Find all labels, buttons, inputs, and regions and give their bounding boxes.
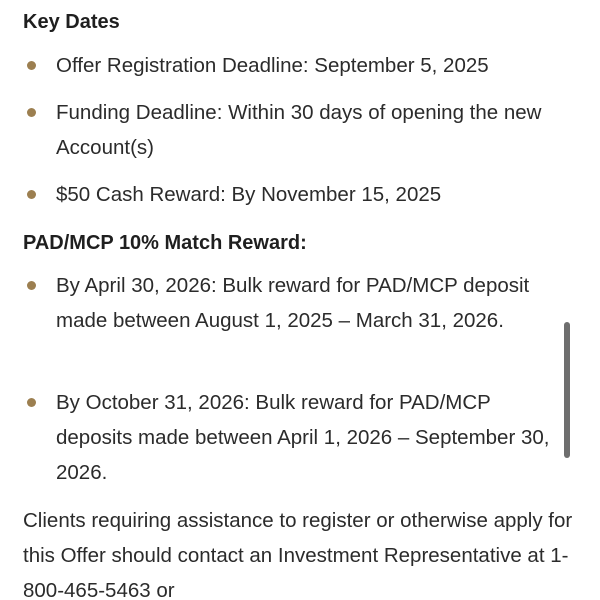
bullet-icon bbox=[27, 281, 36, 290]
bullet-icon bbox=[27, 398, 36, 407]
key-dates-heading: Key Dates bbox=[23, 11, 120, 33]
bullet-icon bbox=[27, 108, 36, 117]
scrollbar-thumb[interactable] bbox=[564, 322, 570, 458]
bullet-icon bbox=[27, 61, 36, 70]
key-date-text: Funding Deadline: Within 30 days of opening the new Account(s) bbox=[56, 101, 542, 159]
match-reward-heading: PAD/MCP 10% Match Reward: bbox=[23, 232, 307, 254]
contact-paragraph: Clients requiring assistance to register or otherwise apply for this Offer should contact an Investment Representative at 1-800-465-5463 or bbox=[23, 509, 573, 600]
bullet-icon bbox=[27, 190, 36, 199]
match-reward-text: By April 30, 2026: Bulk reward for PAD/MCP deposit made between August 1, 2025 – March 31, 2026. bbox=[56, 274, 530, 332]
key-date-text: Offer Registration Deadline: September 5, 2025 bbox=[56, 54, 489, 77]
match-reward-text: By October 31, 2026: Bulk reward for PAD/MCP deposits made between April 1, 2026 – September 30, 2026. bbox=[56, 391, 550, 484]
key-date-text: $50 Cash Reward: By November 15, 2025 bbox=[56, 183, 442, 206]
